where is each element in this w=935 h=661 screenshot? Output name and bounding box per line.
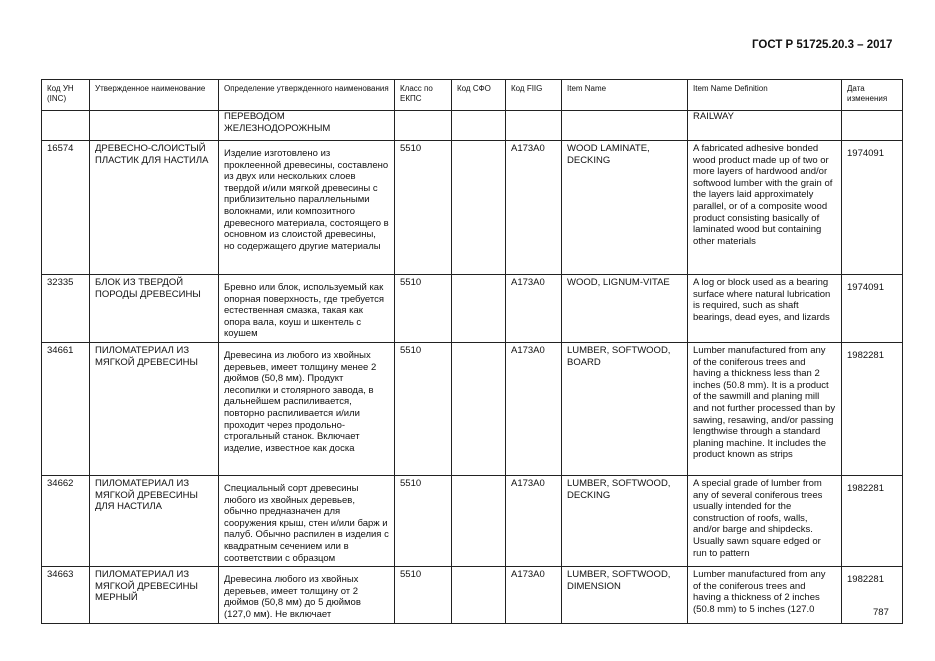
cell-item-name: WOOD, LIGNUM-VITAE — [562, 275, 688, 343]
cell-fiig-code: A173A0 — [506, 475, 562, 566]
table-row — [42, 141, 903, 275]
column-header-item-definition: Item Name Definition — [688, 80, 842, 111]
cell-fiig-code: A173A0 — [506, 275, 562, 343]
cell-inc: 16574 — [42, 141, 90, 275]
cell-ekps-class: 5510 — [395, 475, 452, 566]
cell-approved-name — [90, 111, 219, 141]
cell-approved-name: БЛОК ИЗ ТВЕРДОЙ ПОРОДЫ ДРЕВЕСИНЫ — [90, 275, 219, 343]
table-header-row — [42, 80, 903, 111]
cell-approved-name: ДРЕВЕСНО-СЛОИСТЫЙ ПЛАСТИК ДЛЯ НАСТИЛА — [90, 141, 219, 275]
column-header-inc: Код УН (INC) — [42, 80, 90, 111]
cell-item-name: LUMBER, SOFTWOOD, DIMENSION — [562, 567, 688, 623]
cell-definition: Древесина любого из хвойных деревьев, имеет толщину от 2 дюймов (50,8 мм) до 5 дюймов (127,0 мм). Не включает — [219, 567, 395, 623]
cell-sfo-code — [452, 475, 506, 566]
cell-approved-name: ПИЛОМАТЕРИАЛ ИЗ МЯГКОЙ ДРЕВЕСИНЫ ДЛЯ НАСТИЛА — [90, 475, 219, 566]
cell-definition: Древесина из любого из хвойных деревьев, имеет толщину менее 2 дюймов (50,8 мм). Продукт лесопилки и столярного завода, в дальнейшем распиливается, повторно распиливается и/или проходит через продольно-строгальный станок. Включает изделие, известное как доска — [219, 342, 395, 475]
cell-inc: 34662 — [42, 475, 90, 566]
column-header-definition: Определение утвержденного наименования — [219, 80, 395, 111]
cell-item-name — [562, 111, 688, 141]
column-header-sfo-code: Код СФО — [452, 80, 506, 111]
cell-change-date: 1982281 — [842, 567, 903, 623]
table-row — [42, 342, 903, 475]
cell-item-name: LUMBER, SOFTWOOD, BOARD — [562, 342, 688, 475]
cell-definition: Бревно или блок, используемый как опорная поверхность, где требуется естественная смазка, такая как опора вала, коуш и шкентель с коушем — [219, 275, 395, 343]
column-header-fiig-code: Код FIIG — [506, 80, 562, 111]
classification-table — [41, 79, 903, 624]
cell-inc: 34663 — [42, 567, 90, 623]
cell-ekps-class: 5510 — [395, 567, 452, 623]
cell-approved-name: ПИЛОМАТЕРИАЛ ИЗ МЯГКОЙ ДРЕВЕСИНЫ МЕРНЫЙ — [90, 567, 219, 623]
cell-definition: ПЕРЕВОДОМ ЖЕЛЕЗНОДОРОЖНЫМ — [219, 111, 395, 141]
cell-sfo-code — [452, 567, 506, 623]
cell-item-definition: A special grade of lumber from any of several coniferous trees usually intended for the construction of roofs, walls, and/or barge and shipdecks. Usually sawn square edged or run to pattern — [688, 475, 842, 566]
column-header-change-date: Дата изменения — [842, 80, 903, 111]
cell-fiig-code: A173A0 — [506, 567, 562, 623]
column-header-item-name: Item Name — [562, 80, 688, 111]
cell-change-date: 1982281 — [842, 475, 903, 566]
cell-change-date: 1974091 — [842, 141, 903, 275]
cell-inc: 34661 — [42, 342, 90, 475]
cell-item-definition: A log or block used as a bearing surface where natural lubrication is required, such as shaft bearings, dead eyes, and lizards — [688, 275, 842, 343]
cell-sfo-code — [452, 342, 506, 475]
cell-approved-name: ПИЛОМАТЕРИАЛ ИЗ МЯГКОЙ ДРЕВЕСИНЫ — [90, 342, 219, 475]
document-header: ГОСТ Р 51725.20.3 – 2017 — [752, 39, 893, 51]
cell-item-definition: Lumber manufactured from any of the coniferous trees and having a thickness less than 2 inches (50.8 mm). It is a product of the sawmill and planing mill and not further processed than by sawing, resawing, and/or passing lengthwise through a standard planing machine. It includes the product known as strips — [688, 342, 842, 475]
cell-sfo-code — [452, 111, 506, 141]
table-row — [42, 111, 903, 141]
cell-item-name: LUMBER, SOFTWOOD, DECKING — [562, 475, 688, 566]
cell-item-name: WOOD LAMINATE, DECKING — [562, 141, 688, 275]
column-header-ekps-class: Класс по ЕКПС — [395, 80, 452, 111]
cell-sfo-code — [452, 275, 506, 343]
cell-change-date — [842, 111, 903, 141]
cell-item-definition: RAILWAY — [688, 111, 842, 141]
table-row — [42, 275, 903, 343]
cell-ekps-class: 5510 — [395, 141, 452, 275]
cell-definition: Изделие изготовлено из проклеенной древесины, составлено из двух или нескольких слоев твердой и/или мягкой древесины с приблизительно параллельными волокнами, или композитного древесного материала, состоящего в основном из слоистой древесины, но содержащего другие материалы — [219, 141, 395, 275]
cell-item-definition: Lumber manufactured from any of the coniferous trees and having a thickness of 2 inches (50.8 mm) to 5 inches (127.0 — [688, 567, 842, 623]
table-row — [42, 567, 903, 623]
cell-ekps-class — [395, 111, 452, 141]
cell-sfo-code — [452, 141, 506, 275]
cell-inc — [42, 111, 90, 141]
column-header-approved-name: Утвержденное наименование — [90, 80, 219, 111]
cell-fiig-code — [506, 111, 562, 141]
cell-change-date: 1974091 — [842, 275, 903, 343]
cell-fiig-code: A173A0 — [506, 141, 562, 275]
cell-change-date: 1982281 — [842, 342, 903, 475]
cell-fiig-code: A173A0 — [506, 342, 562, 475]
cell-definition: Специальный сорт древесины любого из хвойных деревьев, обычно предназначен для сооружения крыш, стен и/или барж и палуб. Обычно распилен в изделия с квадратным сечением или в соответствии с образцом — [219, 475, 395, 566]
cell-inc: 32335 — [42, 275, 90, 343]
cell-ekps-class: 5510 — [395, 275, 452, 343]
cell-ekps-class: 5510 — [395, 342, 452, 475]
table-row — [42, 475, 903, 566]
cell-item-definition: A fabricated adhesive bonded wood product made up of two or more layers of hardwood and/or softwood lumber with the grain of the layers laid approximately parallel, or of a composite wood product consisting basically of laminated wood but containing other materials — [688, 141, 842, 275]
page-number: 787 — [873, 607, 889, 618]
